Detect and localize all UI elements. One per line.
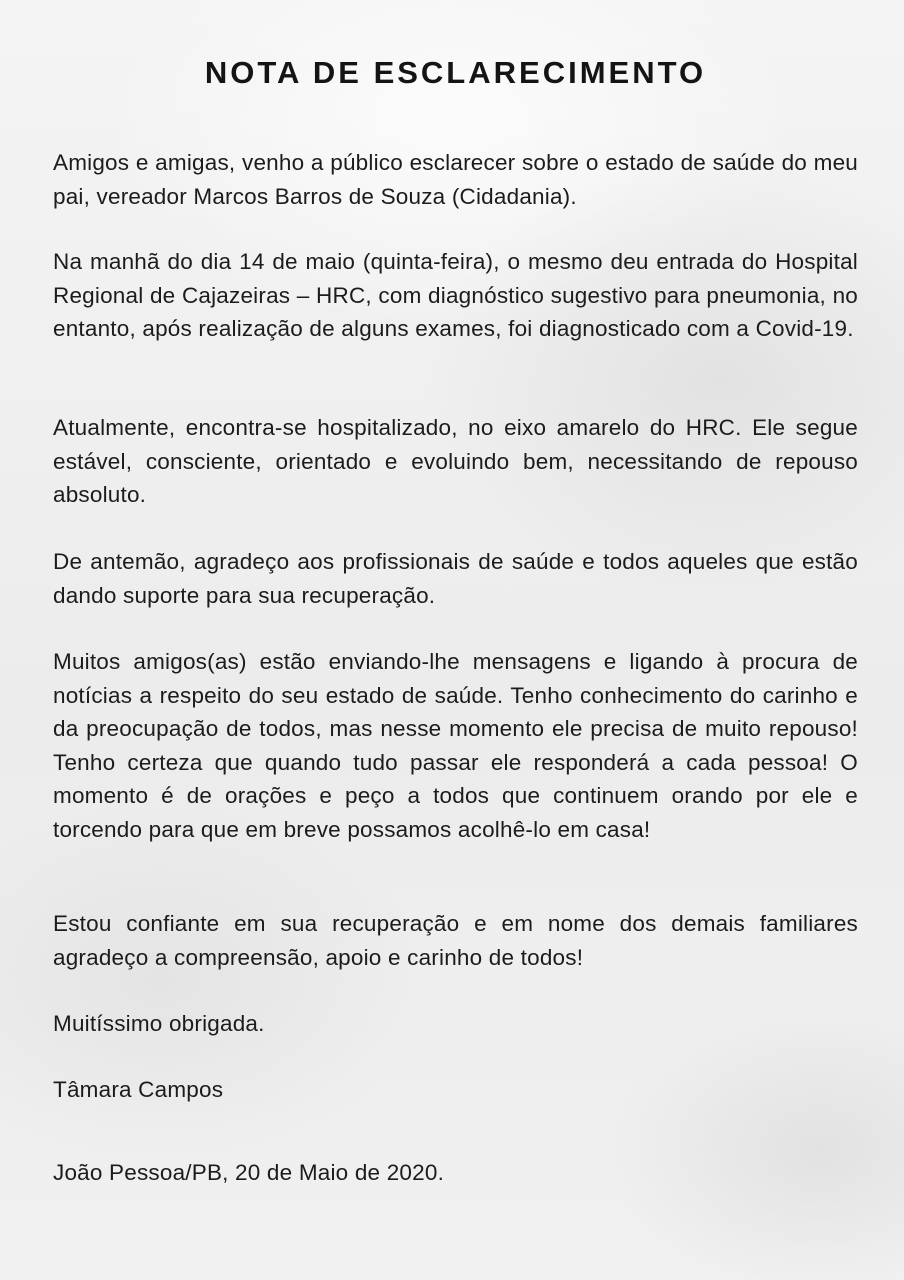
paragraph-messages: Muitos amigos(as) estão enviando-lhe mensagens e ligando à procura de notícias a respeito do seu estado de saúde. Tenho conhecimento do carinho e da preocupação de todos, mas nesse momento ele precisa de muito repouso! Tenho certeza que quando tudo passar ele responderá a cada pessoa! O momento é de orações e peço a todos que continuem orando por ele e torcendo para que em breve possamos acolhê-lo em casa!: [53, 649, 858, 842]
paragraph-thanks-professionals: De antemão, agradeço aos profissionais de saúde e todos aqueles que estão dando suporte para sua recuperação.: [53, 549, 858, 608]
paragraph-hospital-admission: Na manhã do dia 14 de maio (quinta-feira), o mesmo deu entrada do Hospital Regional de Cajazeiras – HRC, com diagnóstico sugestivo para pneumonia, no entanto, após realização de alguns exames, foi diagnosticado com a Covid-19.: [53, 249, 858, 341]
signature-name: Tâmara Campos: [53, 1077, 224, 1102]
place-date: João Pessoa/PB, 20 de Maio de 2020.: [53, 1160, 445, 1185]
page-title: NOTA DE ESCLARECIMENTO: [204, 55, 707, 90]
paragraph-intro: Amigos e amigas, venho a público esclarecer sobre o estado de saúde do meu pai, vereador Marcos Barros de Souza (Cidadania).: [53, 150, 858, 209]
paragraph-confidence: Estou confiante em sua recuperação e em nome dos demais familiares agradeço a compreensão, apoio e carinho de todos!: [53, 911, 858, 970]
closing-text: Muitíssimo obrigada.: [53, 1011, 265, 1036]
paragraph-current-status: Atualmente, encontra-se hospitalizado, no eixo amarelo do HRC. Ele segue estável, consciente, orientado e evoluindo bem, necessitando de repouso absoluto.: [53, 415, 858, 507]
